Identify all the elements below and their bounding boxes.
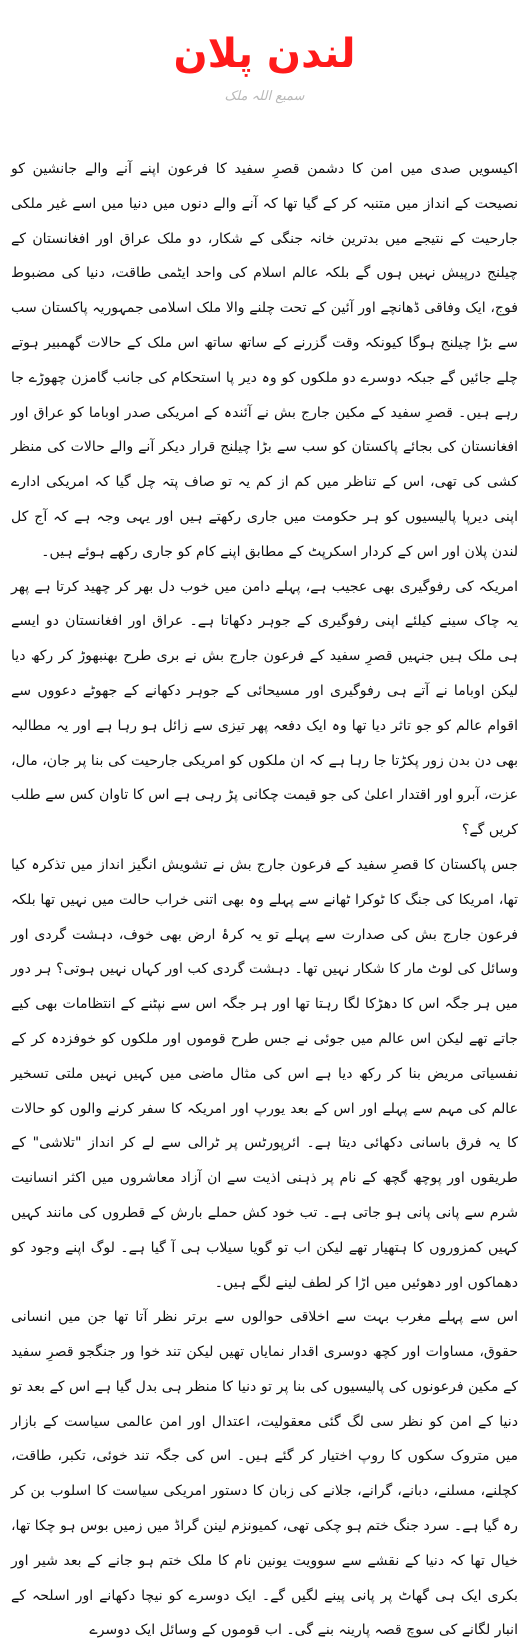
paragraph-1: اکیسویں صدی میں امن کا دشمن قصرِ سفید کا فرعون اپنے آنے والے جانشین کو نصیحت کے انداز میں متنبہ کر کے گیا تھا کہ آنے والے دنوں میں دنیا میں اسے غیر ملکی جارحیت کے نتیجے میں بدترین خانہ جنگی کے شکار، دو ملک عراق اور افغانستان کے چیلنج درپیش نہیں ہوں گے بلکہ عالم اسلام کی واحد ایٹمی طاقت، دنیا کی مضبوط فوج، ایک وفاقی ڈھانچے اور آئین کے تحت چلنے والا ملک اسلامی جمہوریہ پاکستان سب سے بڑا چیلنج ہوگا کیونکہ وقت گزرنے کے ساتھ ساتھ اس ملک کے حالات گھمبیر ہوتے چلے جائیں گے جبکہ دوسرے دو ملکوں کو وہ دیر پا استحکام کی جانب گامزن چھوڑے جا رہے ہیں۔ قصرِ سفید کے مکین جارج بش نے آئندہ کے امریکی صدر اوباما کو عراق اور افغانستان کی بجائے پاکستان کو سب سے بڑا چیلنج قرار دیکر آنے والے حالات کی منظر کشی کی تھی، اس کے تناظر میں کم از کم یہ تو صاف پتہ چل گیا کہ امریکی ادارے اپنی دیرپا پالیسیوں کو ہر حکومت میں جاری رکھتے ہیں اور یہی وجہ ہے کہ آج کل لندن پلان اور اس کے کردار اسکرپٹ کے مطابق اپنے کام کو جاری رکھے ہوئے ہیں۔ — [11, 161, 518, 560]
paragraph-4: اس سے پہلے مغرب بہت سے اخلاقی حوالوں سے برتر نظر آتا تھا جن میں انسانی حقوق، مساوات اور کچھ دوسری اقدار نمایاں تھیں لیکن تند خوا ور جنگجو قصرِ سفید کے مکین فرعونوں کی پالیسیوں کی بنا پر تو دنیا کا منظر ہی بدل گیا ہے اس کے بعد تو دنیا کے امن کو نظر سی لگ گئی معقولیت، اعتدال اور امن عالمی سیاست کے بازار میں متروک سکوں کا روپ اختیار کر گئے ہیں۔ اس کی جگہ تند خوئی، تکبر، طاقت، کچلنے، مسلنے، دبانے، گرانے، جلانے کی زبان کا دستور امریکی سیاست کا اسلوب بن کر رہ گیا ہے۔ سرد جنگ ختم ہو چکی تھی، کمیونزم لینن گراڈ میں زمیں بوس ہو چکا تھا، خیال تھا کہ دنیا کے نقشے سے سوویت یونین نام کا ملک ختم ہو جانے کے بعد شیر اور بکری ایک ہی گھاٹ پر پانی پینے لگیں گے۔ ایک دوسرے کو نیچا دکھانے اور اسلحہ کے انبار لگانے کی سوچ قصہ پارینہ بنے گی۔ اب قوموں کے وسائل ایک دوسرے — [11, 1309, 518, 1639]
article-title: لندن پلان — [173, 31, 356, 77]
paragraph-2: امریکہ کی رفوگیری بھی عجیب ہے، پہلے دامن میں خوب دل بھر کر چھید کرتا ہے پھر یہ چاک سینے کیلئے اپنی رفوگیری کے جوہر دکھاتا ہے۔ عراق اور افغانستان دو ایسے ہی ملک ہیں جنہیں قصرِ سفید کے فرعون جارج بش نے بری طرح بھنبھوڑ کر رکھ دیا لیکن اوباما نے آتے ہی رفوگیری اور مسیحائی کے جوہر دکھانے کے جھوٹے دعووں سے اقوام عالم کو جو تاثر دیا تھا وہ ایک دفعہ پھر تیزی سے زائل ہو رہا ہے اور یہ مطالبہ بھی دن بدن زور پکڑتا جا رہا ہے کہ ان ملکوں کو امریکی جارحیت کی بنا پر جان، مال، عزت، آبرو اور اقتدار اعلیٰ کی جو قیمت چکانی پڑ رہی ہے اس کا تاوان کس سے طلب کریں گے؟ — [11, 578, 518, 839]
article-body — [11, 152, 518, 1639]
paragraph-3: جس پاکستان کا قصرِ سفید کے فرعون جارج بش نے تشویش انگیز انداز میں تذکرہ کیا تھا، امریکا کی جنگ کا ٹوکرا ٹھانے سے پہلے وہ بھی اتنی خراب حالت میں نہیں تھا بلکہ فرعون جارج بش کی صدارت سے پہلے تو یہ کرۂ ارض بھی خوف، دہشت گردی اور وسائل کی لوٹ مار کا شکار نہیں تھا۔ دہشت گردی کب اور کہاں نہیں ہوتی؟ ہر دور میں ہر جگہ اس کا دھڑکا لگا رہتا تھا اور ہر جگہ اس سے نپٹنے کے انتظامات بھی کیے جاتے تھے لیکن اس عالم میں جوئی نے جس طرح قوموں اور ملکوں کو خوفزدہ کر کے نفسیاتی مریض بنا کر رکھ دیا ہے اس کی مثال ماضی میں کہیں نہیں ملتی تسخیر عالم کی مہم سے پہلے اور اس کے بعد یورپ اور امریکہ کا سفر کرنے والوں کو حالات کا یہ فرق باسانی دکھائی دیتا ہے۔ ائرپورٹس پر ٹرالی سے لے کر انداز "تلاشی" کے طریقوں اور پوچھ گچھ کے نام پر ذہنی اذیت سے ان آزاد معاشروں میں اکثر انسانیت شرم سے پانی پانی ہو جاتی ہے۔ تب خود کش حملے بارش کے قطروں کی مانند کہیں کہیں کمزوروں کا ہتھیار تھے لیکن اب تو گویا سیلاب ہی آ گیا ہے۔ لوگ اپنے وجود کو دھماکوں اور دھوئیں میں اڑا کر لطف لینے لگے ہیں۔ — [11, 856, 518, 1291]
author-name: سمیع اللہ ملک — [224, 89, 305, 104]
